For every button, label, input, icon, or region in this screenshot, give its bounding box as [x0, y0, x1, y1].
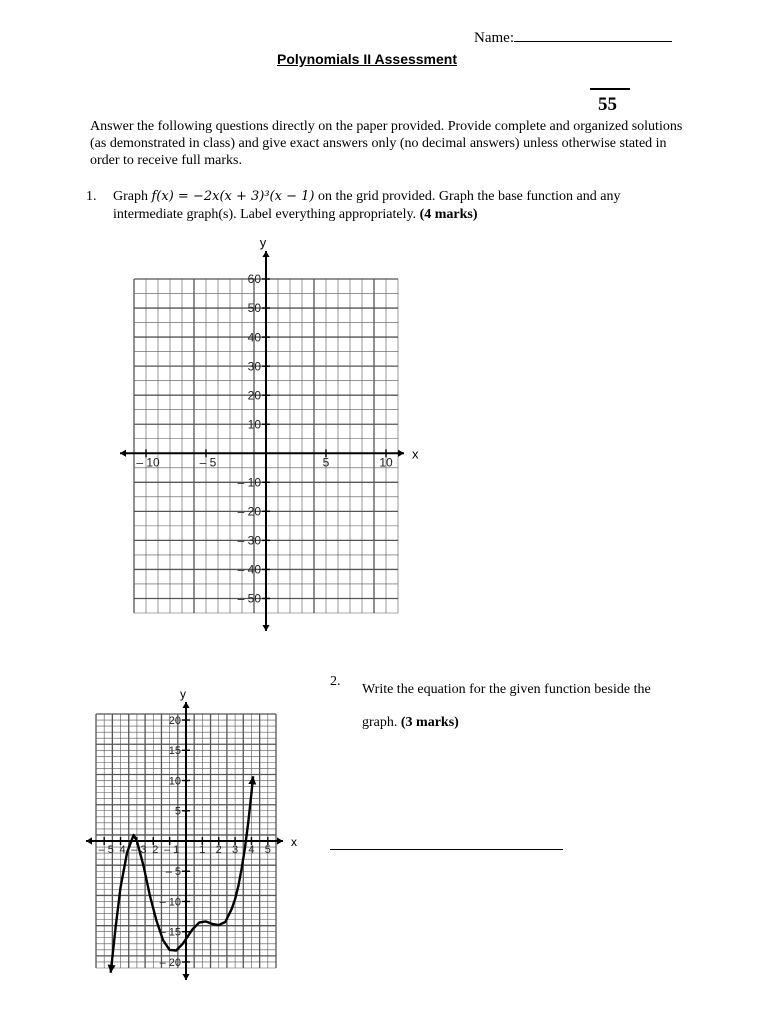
graph1-y-tick-label: 50: [247, 301, 261, 316]
graph1-y-arrow-up: [262, 251, 269, 257]
graph1-y-tick-label: – 20: [237, 504, 261, 519]
graph2-y-axis-label: y: [180, 687, 186, 701]
question-2-answer-line[interactable]: [330, 849, 563, 850]
graph2-x-arrow-left: [86, 837, 92, 844]
score-total: 55: [598, 94, 617, 115]
graph1-x-arrow-right: [398, 450, 404, 457]
graph1-y-arrow-down: [262, 625, 269, 631]
question-1-formula: f(x) = −2x(x + 3)³(x − 1): [151, 189, 315, 204]
graph2-x-tick-label: 3: [232, 844, 239, 856]
question-1-text-before: Graph: [113, 189, 152, 204]
graph2-x-tick-label: 2: [215, 844, 222, 856]
graph1-y-tick-label: – 50: [237, 591, 261, 606]
graph2-y-tick-label: 20: [168, 714, 181, 727]
graph2-group[interactable]: [86, 687, 297, 980]
graph2-y-tick-label: – 20: [159, 956, 181, 969]
graph2-y-tick-label: – 15: [159, 926, 181, 939]
graph2-x-tick-label: 5: [264, 844, 271, 856]
graph1-y-tick-label: – 10: [237, 475, 261, 490]
graph2-y-tick-label: – 5: [165, 866, 181, 879]
graph1-y-tick-label: 20: [247, 388, 261, 403]
graph2-x-tick-label: 4: [248, 844, 255, 856]
graph1-y-tick-label: 10: [247, 417, 261, 432]
graph2-x-tick-label: – 1: [163, 844, 180, 856]
graph2-x-arrow-right: [277, 837, 283, 844]
name-label: Name:: [474, 30, 514, 46]
graph1-y-tick-label: 40: [247, 330, 261, 345]
instructions: Answer the following questions directly on the paper provided. Provide complete and organized solutions (as demonstrated in class) and give exact answers only (no decimal answers) unless otherwise stated in order to receive full marks.: [90, 119, 683, 168]
graph2-x-tick-label: 2: [152, 844, 159, 856]
graph2-curve: [111, 776, 253, 973]
graph2-x-tick-label: – 3: [131, 844, 147, 856]
question-1-number: 1.: [86, 189, 97, 204]
graph1-y-tick-label: – 40: [237, 562, 261, 577]
graph1-x-tick-label: – 5: [199, 455, 217, 470]
graph1-x-tick-label: 5: [322, 455, 330, 470]
graph2-y-tick-label: 15: [168, 745, 181, 758]
question-2-number: 2.: [330, 674, 341, 689]
graph2-x-tick-label: 4: [119, 844, 126, 856]
question-2-marks: (3 marks): [400, 715, 459, 730]
question-2-text: [362, 673, 682, 739]
graph2-x-tick-label: 1: [199, 844, 206, 856]
page-title: Polynomials II Assessment: [277, 51, 457, 67]
graph1-y-axis-label: y: [259, 235, 267, 250]
graph2-y-arrow-up: [182, 702, 189, 708]
graph1-x-tick-label: – 10: [136, 455, 160, 470]
graph1-y-tick-label: 60: [247, 272, 261, 287]
graph2-x-axis-label: x: [291, 835, 297, 849]
graph2-x-tick-label: – 5: [98, 844, 114, 856]
question-1-text-after: on the grid provided. Graph the base function and any intermediate graph(s). Label everything appropriately.: [113, 189, 621, 222]
question-2-prompt: Write the equation for the given function beside the graph.: [362, 682, 651, 730]
graph1-x-arrow-left: [120, 450, 126, 457]
graph1-x-tick-label: 10: [379, 455, 393, 470]
question-1-marks: (4 marks): [419, 207, 478, 222]
graph1-x-axis-label: x: [412, 446, 419, 462]
graph1-y-tick-label: 30: [247, 359, 261, 374]
graph1-y-tick-label: – 30: [237, 533, 261, 548]
graph2-y-tick-label: 10: [168, 775, 181, 788]
graph2-y-arrow-down: [182, 974, 189, 980]
graph1-group[interactable]: [120, 235, 419, 631]
graph2-y-tick-label: – 10: [159, 896, 181, 909]
graph2-y-tick-label: 5: [174, 805, 181, 818]
